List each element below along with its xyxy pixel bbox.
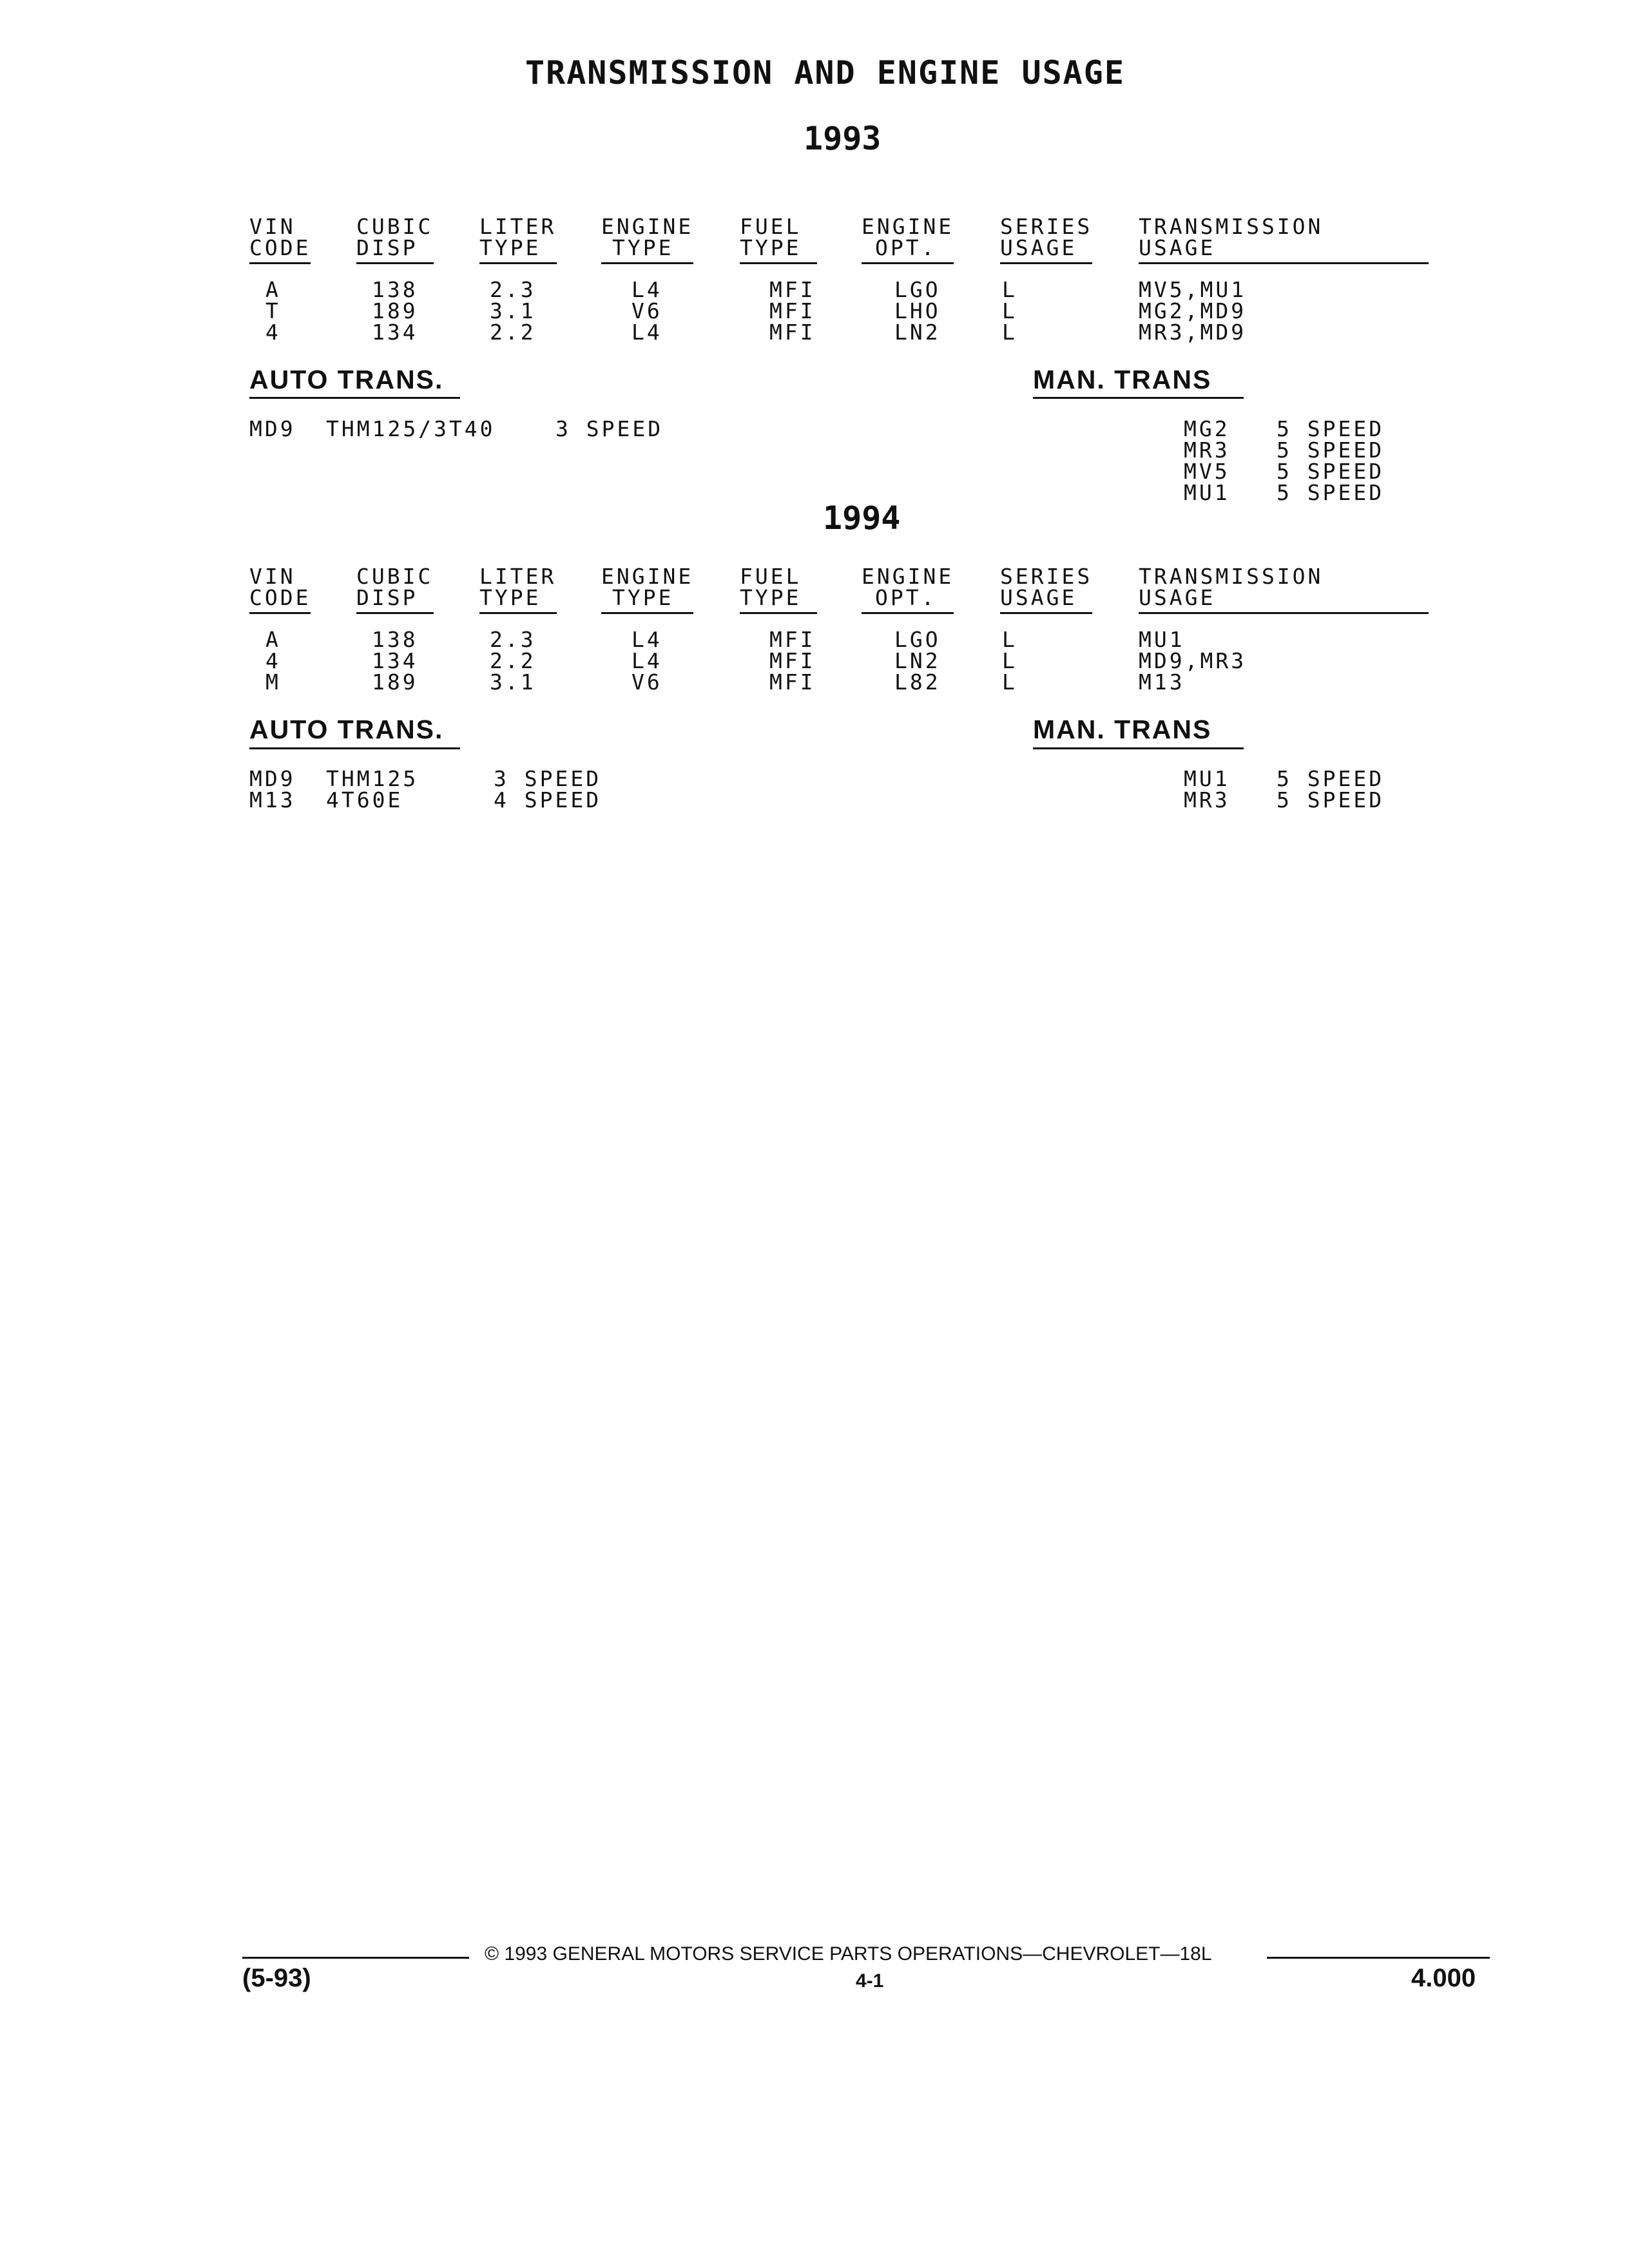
cell-trans: MD9,MR3 bbox=[1139, 648, 1247, 673]
man-code: MR3 bbox=[1184, 787, 1230, 812]
cell-trans: MU1 bbox=[1139, 627, 1185, 652]
footer-rule-left bbox=[242, 1957, 469, 1959]
man-code: MU1 bbox=[1184, 480, 1230, 505]
col-engopt-label-2: OPT. bbox=[875, 235, 937, 260]
cell-trans: MV5,MU1 bbox=[1139, 277, 1247, 302]
col-trans-label-2: USAGE bbox=[1139, 235, 1216, 260]
cell-engopt: LGO bbox=[894, 277, 941, 302]
cell-vin: T bbox=[265, 298, 281, 323]
col-series-label: SERIES bbox=[1000, 564, 1093, 589]
auto-code: M13 bbox=[249, 787, 296, 812]
col-series-label-2: USAGE bbox=[1000, 585, 1077, 610]
cell-vin: A bbox=[265, 277, 281, 302]
col-cubic-label: CUBIC bbox=[356, 564, 434, 589]
man-code: MG2 bbox=[1184, 416, 1230, 441]
footer-rule-right bbox=[1267, 1957, 1490, 1959]
col-engopt-underline bbox=[862, 612, 954, 614]
cell-engine: V6 bbox=[631, 298, 662, 323]
auto-trans-heading: AUTO TRANS. bbox=[249, 365, 444, 394]
auto-model: 4T60E bbox=[326, 787, 403, 812]
man-speed: 5 SPEED bbox=[1277, 459, 1385, 484]
cell-series: L bbox=[1002, 320, 1017, 345]
cell-series: L bbox=[1002, 648, 1017, 673]
man-code: MU1 bbox=[1184, 766, 1230, 791]
man-speed: 5 SPEED bbox=[1277, 480, 1385, 505]
footer-section-number: 4.000 bbox=[1411, 1964, 1476, 1992]
cell-disp: 138 bbox=[372, 277, 418, 302]
col-engine-label: ENGINE bbox=[601, 214, 694, 239]
man-trans-underline bbox=[1033, 747, 1244, 749]
cell-engine: L4 bbox=[631, 277, 662, 302]
footer-date: (5-93) bbox=[242, 1964, 311, 1992]
cell-trans: MG2,MD9 bbox=[1139, 298, 1247, 323]
cell-disp: 134 bbox=[372, 648, 418, 673]
cell-fuel: MFI bbox=[769, 298, 816, 323]
auto-speed: 3 SPEED bbox=[555, 416, 664, 441]
cell-engine: V6 bbox=[631, 669, 662, 695]
cell-fuel: MFI bbox=[769, 669, 816, 695]
man-trans-underline bbox=[1033, 397, 1244, 399]
cell-vin: 4 bbox=[265, 320, 281, 345]
cell-disp: 189 bbox=[372, 298, 418, 323]
col-engopt-label: ENGINE bbox=[862, 564, 954, 589]
col-engopt-label-2: OPT. bbox=[875, 585, 937, 610]
col-series-underline bbox=[1000, 262, 1092, 264]
auto-trans-underline bbox=[249, 397, 460, 399]
cell-series: L bbox=[1002, 277, 1017, 302]
col-series-label: SERIES bbox=[1000, 214, 1093, 239]
col-trans-label: TRANSMISSION bbox=[1139, 564, 1324, 589]
col-vin-label: VIN bbox=[249, 564, 296, 589]
col-liter-label-2: TYPE bbox=[479, 585, 541, 610]
year-heading-1993: 1993 bbox=[804, 120, 882, 157]
man-speed: 5 SPEED bbox=[1277, 437, 1385, 463]
cell-disp: 138 bbox=[372, 627, 418, 652]
col-engine-underline bbox=[601, 262, 693, 264]
col-fuel-label: FUEL bbox=[740, 214, 802, 239]
cell-engine: L4 bbox=[631, 320, 662, 345]
col-vin-label-2: CODE bbox=[249, 235, 311, 260]
col-cubic-underline bbox=[356, 262, 434, 264]
auto-speed: 3 SPEED bbox=[494, 766, 602, 791]
cell-liter: 2.2 bbox=[490, 648, 536, 673]
auto-model: THM125 bbox=[326, 766, 419, 791]
man-code: MR3 bbox=[1184, 437, 1230, 463]
col-vin-label-2: CODE bbox=[249, 585, 311, 610]
cell-engopt: LGO bbox=[894, 627, 941, 652]
col-engopt-underline bbox=[862, 262, 954, 264]
col-trans-underline bbox=[1139, 262, 1429, 264]
col-liter-underline bbox=[479, 612, 557, 614]
col-fuel-label: FUEL bbox=[740, 564, 802, 589]
col-liter-label-2: TYPE bbox=[479, 235, 541, 260]
cell-fuel: MFI bbox=[769, 277, 816, 302]
cell-engopt: LHO bbox=[894, 298, 941, 323]
auto-trans-underline bbox=[249, 747, 460, 749]
year-heading-1994: 1994 bbox=[823, 499, 901, 537]
page-title: TRANSMISSION AND ENGINE USAGE bbox=[525, 54, 1125, 91]
cell-series: L bbox=[1002, 669, 1017, 695]
auto-code: MD9 bbox=[249, 766, 296, 791]
cell-series: L bbox=[1002, 627, 1017, 652]
man-trans-heading: MAN. TRANS bbox=[1033, 365, 1212, 394]
cell-fuel: MFI bbox=[769, 648, 816, 673]
col-vin-underline bbox=[249, 612, 311, 614]
col-cubic-label-2: DISP bbox=[356, 235, 418, 260]
man-trans-heading: MAN. TRANS bbox=[1033, 715, 1212, 744]
cell-engopt: LN2 bbox=[894, 648, 941, 673]
cell-liter: 3.1 bbox=[490, 669, 536, 695]
col-cubic-label-2: DISP bbox=[356, 585, 418, 610]
col-engine-label-2: TYPE bbox=[612, 235, 674, 260]
cell-disp: 189 bbox=[372, 669, 418, 695]
cell-liter: 2.3 bbox=[490, 277, 536, 302]
col-series-label-2: USAGE bbox=[1000, 235, 1077, 260]
col-fuel-underline bbox=[740, 612, 817, 614]
col-liter-label: LITER bbox=[479, 214, 557, 239]
footer-copyright: © 1993 GENERAL MOTORS SERVICE PARTS OPERATIONS—CHEVROLET—18L bbox=[485, 1943, 1212, 1965]
cell-fuel: MFI bbox=[769, 320, 816, 345]
man-speed: 5 SPEED bbox=[1277, 787, 1385, 812]
cell-vin: A bbox=[265, 627, 281, 652]
col-cubic-underline bbox=[356, 612, 434, 614]
cell-engine: L4 bbox=[631, 627, 662, 652]
footer-page-number: 4-1 bbox=[856, 1970, 884, 1992]
cell-engine: L4 bbox=[631, 648, 662, 673]
auto-code: MD9 bbox=[249, 416, 296, 441]
cell-engopt: L82 bbox=[894, 669, 941, 695]
col-trans-underline bbox=[1139, 612, 1429, 614]
cell-liter: 2.2 bbox=[490, 320, 536, 345]
col-fuel-label-2: TYPE bbox=[740, 585, 802, 610]
col-engine-label: ENGINE bbox=[601, 564, 694, 589]
col-fuel-underline bbox=[740, 262, 817, 264]
col-trans-label: TRANSMISSION bbox=[1139, 214, 1324, 239]
cell-series: L bbox=[1002, 298, 1017, 323]
col-liter-label: LITER bbox=[479, 564, 557, 589]
col-vin-underline bbox=[249, 262, 311, 264]
cell-disp: 134 bbox=[372, 320, 418, 345]
cell-vin: 4 bbox=[265, 648, 281, 673]
col-engopt-label: ENGINE bbox=[862, 214, 954, 239]
col-series-underline bbox=[1000, 612, 1092, 614]
col-cubic-label: CUBIC bbox=[356, 214, 434, 239]
cell-engopt: LN2 bbox=[894, 320, 941, 345]
cell-liter: 2.3 bbox=[490, 627, 536, 652]
col-engine-label-2: TYPE bbox=[612, 585, 674, 610]
cell-trans: M13 bbox=[1139, 669, 1185, 695]
col-trans-label-2: USAGE bbox=[1139, 585, 1216, 610]
cell-liter: 3.1 bbox=[490, 298, 536, 323]
col-fuel-label-2: TYPE bbox=[740, 235, 802, 260]
col-vin-label: VIN bbox=[249, 214, 296, 239]
man-speed: 5 SPEED bbox=[1277, 766, 1385, 791]
col-liter-underline bbox=[479, 262, 557, 264]
cell-trans: MR3,MD9 bbox=[1139, 320, 1247, 345]
auto-model: THM125/3T40 bbox=[326, 416, 496, 441]
man-code: MV5 bbox=[1184, 459, 1230, 484]
auto-trans-heading: AUTO TRANS. bbox=[249, 715, 444, 744]
auto-speed: 4 SPEED bbox=[494, 787, 602, 812]
col-engine-underline bbox=[601, 612, 693, 614]
cell-vin: M bbox=[265, 669, 281, 695]
cell-fuel: MFI bbox=[769, 627, 816, 652]
man-speed: 5 SPEED bbox=[1277, 416, 1385, 441]
